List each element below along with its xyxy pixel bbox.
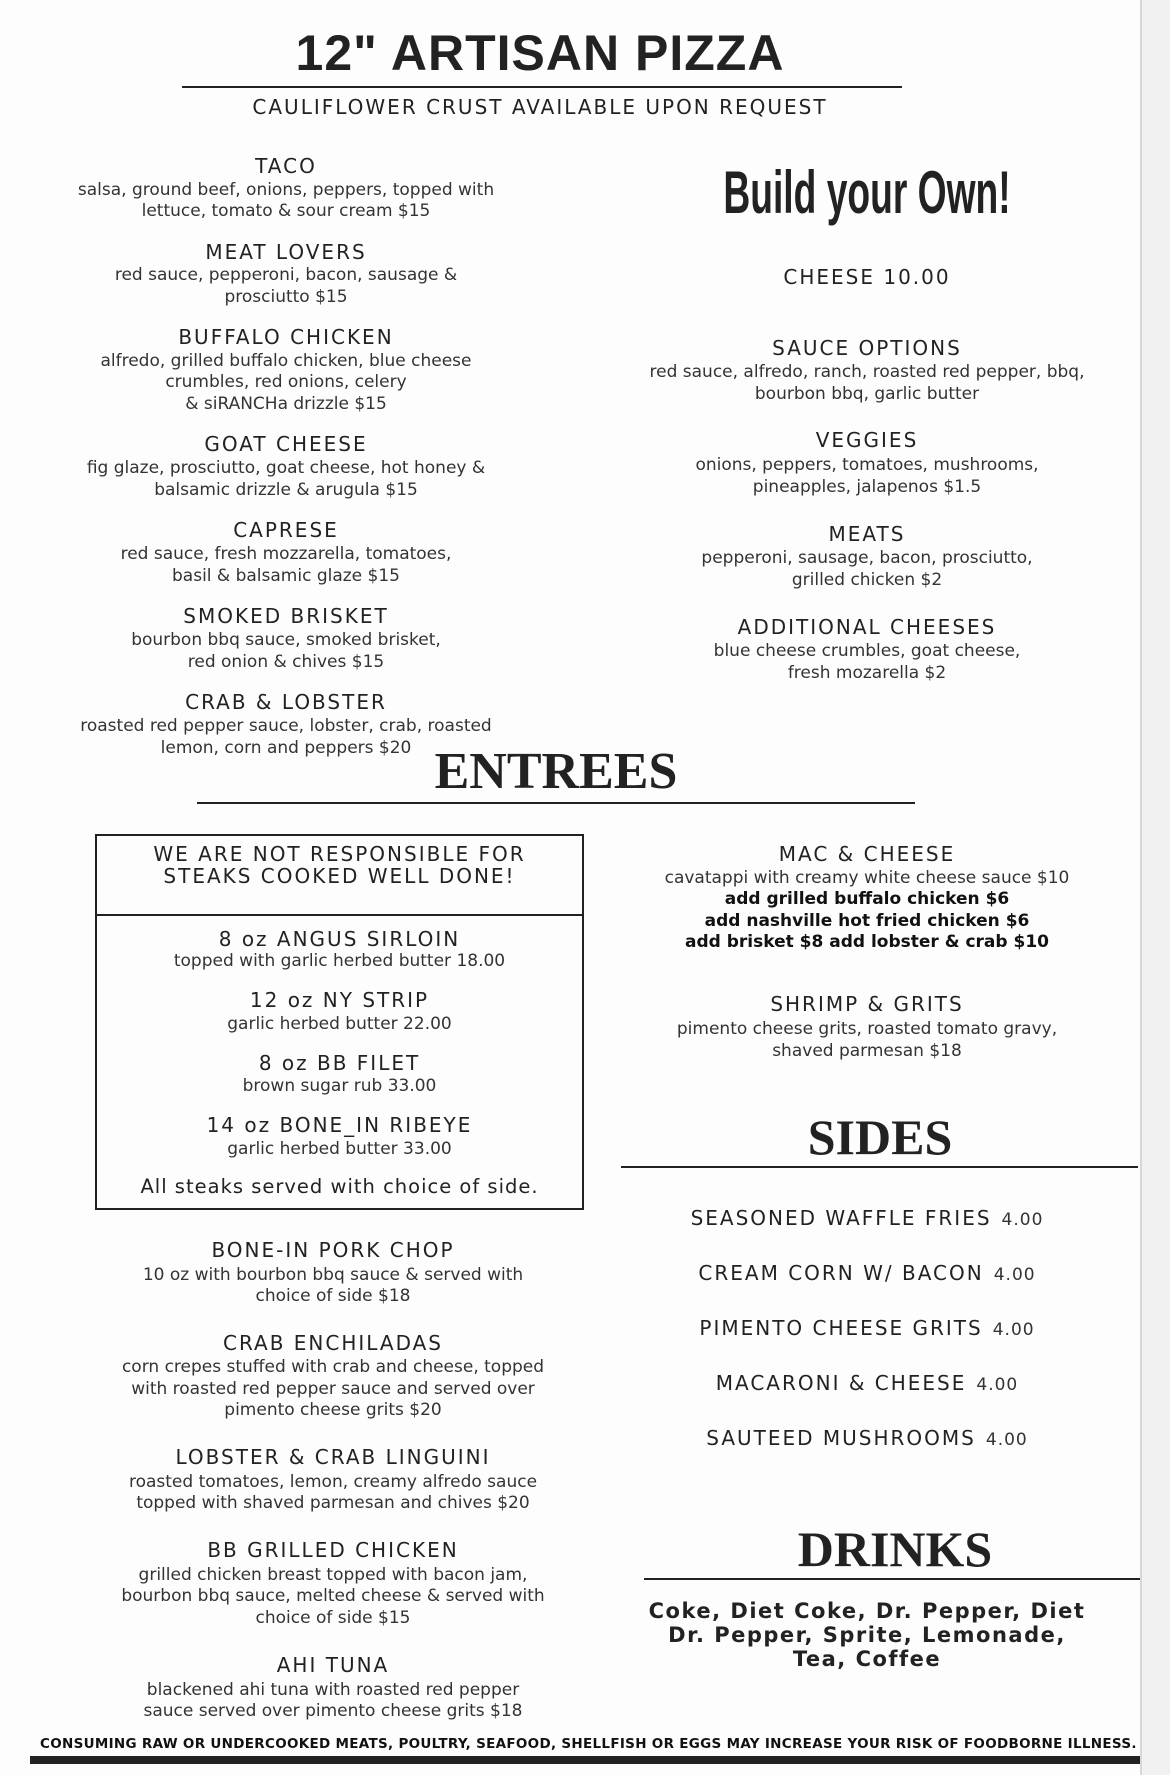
pizza-item-desc: alfredo, grilled buffalo chicken, blue cheese <box>100 351 472 371</box>
steak-item-name: 8 oz BB FILET <box>258 1051 421 1075</box>
entree-item-desc: corn crepes stuffed with crab and cheese, topped <box>121 1357 545 1377</box>
build-title: Build your Own! <box>723 159 1011 226</box>
pizza-item-desc: prosciutto $15 <box>224 287 348 307</box>
entree-item-name: SHRIMP & GRITS <box>770 992 964 1016</box>
drinks-rule <box>644 1578 1140 1580</box>
entree-item-desc: with roasted red pepper sauce and served over <box>131 1379 535 1399</box>
build-option-name: VEGGIES <box>815 428 919 452</box>
entree-addon: add grilled buffalo chicken $6 <box>724 889 1010 909</box>
build-option-desc: bourbon bbq, garlic butter <box>754 384 980 404</box>
side-item-price: 4.00 <box>985 1430 1028 1450</box>
build-option-name: ADDITIONAL CHEESES <box>737 615 997 639</box>
side-item-name: CREAM CORN W/ BACON <box>698 1261 984 1285</box>
footer-bar <box>30 1756 1140 1764</box>
side-item <box>620 1371 1114 1395</box>
side-item-price: 4.00 <box>993 1265 1036 1285</box>
pizza-item-desc: bourbon bbq sauce, smoked brisket, <box>131 630 441 650</box>
pizza-item-name: BUFFALO CHICKEN <box>178 325 394 349</box>
pizza-item-desc: crumbles, red onions, celery <box>165 372 407 392</box>
build-option-desc: fresh mozarella $2 <box>787 663 947 683</box>
drinks-list: Dr. Pepper, Sprite, Lemonade, <box>668 1623 1066 1647</box>
side-item <box>620 1316 1114 1340</box>
pizza-item-desc: fig glaze, prosciutto, goat cheese, hot honey & <box>86 458 486 478</box>
entree-item-desc: blackened ahi tuna with roasted red pepper <box>146 1680 520 1700</box>
entree-item-name: BB GRILLED CHICKEN <box>207 1538 459 1562</box>
steak-notice: WE ARE NOT RESPONSIBLE FOR <box>153 842 526 866</box>
pizza-item-name: GOAT CHEESE <box>204 432 368 456</box>
entrees-title: ENTREES <box>434 743 678 800</box>
steak-notice: STEAKS COOKED WELL DONE! <box>163 864 516 888</box>
pizza-title: 12" ARTISAN PIZZA <box>295 25 785 81</box>
pizza-item-name: CRAB & LOBSTER <box>185 690 387 714</box>
pizza-item-desc: red onion & chives $15 <box>187 652 385 672</box>
drinks-title: DRINKS <box>797 1521 993 1577</box>
entree-item-name: BONE-IN PORK CHOP <box>211 1238 455 1262</box>
entree-item-desc: bourbon bbq sauce, melted cheese & served with <box>121 1586 545 1606</box>
build-option-desc: grilled chicken $2 <box>791 570 943 590</box>
steak-item-name: 14 oz BONE_IN RIBEYE <box>206 1113 473 1137</box>
entree-addon: add nashville hot fried chicken $6 <box>704 911 1030 931</box>
steak-item-name: 8 oz ANGUS SIRLOIN <box>218 927 461 951</box>
side-item <box>620 1261 1114 1285</box>
build-option-desc: blue cheese crumbles, goat cheese, <box>713 641 1021 661</box>
pizza-item-desc: lemon, corn and peppers $20 <box>160 738 412 758</box>
cheese-price: CHEESE 10.00 <box>783 265 951 289</box>
build-option-name: MEATS <box>828 522 906 546</box>
side-item-price: 4.00 <box>1001 1210 1044 1230</box>
entree-item-desc: choice of side $15 <box>255 1608 411 1628</box>
side-item <box>620 1426 1114 1450</box>
pizza-item-name: TACO <box>255 154 317 178</box>
sides-title: SIDES <box>807 1109 953 1165</box>
pizza-item-desc: balsamic drizzle & arugula $15 <box>154 480 418 500</box>
pizza-item-name: SMOKED BRISKET <box>183 604 389 628</box>
build-option-desc: onions, peppers, tomatoes, mushrooms, <box>695 455 1039 475</box>
build-option-desc: pepperoni, sausage, bacon, prosciutto, <box>701 548 1033 568</box>
side-item-name: SAUTEED MUSHROOMS <box>706 1426 976 1450</box>
steak-item-desc: brown sugar rub 33.00 <box>242 1076 437 1096</box>
title-rule <box>182 86 902 88</box>
entree-item-name: CRAB ENCHILADAS <box>222 1331 444 1355</box>
pizza-item-desc: salsa, ground beef, onions, peppers, topped with <box>77 180 495 200</box>
entree-item-desc: topped with shaved parmesan and chives $20 <box>136 1493 530 1513</box>
side-item <box>620 1206 1114 1230</box>
foodborne-warning: CONSUMING RAW OR UNDERCOOKED MEATS, POULTRY, SEAFOOD, SHELLFISH OR EGGS MAY INCREASE YOUR RISK OF FOODBORNE ILLNESS. <box>40 1736 1137 1752</box>
steak-item-name: 12 oz NY STRIP <box>249 988 430 1012</box>
pizza-item-desc: red sauce, pepperoni, bacon, sausage & <box>114 265 458 285</box>
steak-side-note: All steaks served with choice of side. <box>140 1175 539 1198</box>
drinks-list: Coke, Diet Coke, Dr. Pepper, Diet <box>648 1599 1086 1623</box>
entree-item-desc: choice of side $18 <box>255 1286 411 1306</box>
side-item-name: PIMENTO CHEESE GRITS <box>699 1316 983 1340</box>
pizza-item-desc: basil & balsamic glaze $15 <box>172 566 400 586</box>
entree-item-desc: grilled chicken breast topped with bacon jam, <box>138 1565 528 1585</box>
pizza-item-desc: roasted red pepper sauce, lobster, crab, roasted <box>80 716 492 736</box>
entree-item-name: MAC & CHEESE <box>778 842 956 866</box>
pizza-item-desc: & siRANCHa drizzle $15 <box>185 394 387 414</box>
entree-item-desc: roasted tomatoes, lemon, creamy alfredo sauce <box>128 1472 538 1492</box>
entree-item-desc: shaved parmesan $18 <box>772 1041 962 1061</box>
pizza-item-name: MEAT LOVERS <box>205 240 367 264</box>
entree-addon: add brisket $8 add lobster & crab $10 <box>685 932 1049 952</box>
entree-item-desc: 10 oz with bourbon bbq sauce & served with <box>142 1265 524 1285</box>
steak-item-desc: garlic herbed butter 33.00 <box>227 1139 452 1159</box>
side-item-price: 4.00 <box>976 1375 1019 1395</box>
entrees-rule <box>197 802 915 804</box>
pizza-item-desc: lettuce, tomato & sour cream $15 <box>141 201 431 221</box>
entree-item-name: AHI TUNA <box>276 1653 390 1677</box>
drinks-list: Tea, Coffee <box>792 1647 942 1671</box>
build-option-name: SAUCE OPTIONS <box>772 336 962 360</box>
steak-item-desc: garlic herbed butter 22.00 <box>227 1014 452 1034</box>
side-item-price: 4.00 <box>992 1320 1035 1340</box>
entree-item-desc: pimento cheese grits, roasted tomato gravy, <box>676 1019 1058 1039</box>
entree-item-desc: pimento cheese grits $20 <box>224 1400 442 1420</box>
entree-item-desc: sauce served over pimento cheese grits $18 <box>143 1701 523 1721</box>
side-item-name: MACARONI & CHEESE <box>715 1371 967 1395</box>
pizza-subtitle: CAULIFLOWER CRUST AVAILABLE UPON REQUEST <box>252 95 828 119</box>
entree-item-name: LOBSTER & CRAB LINGUINI <box>175 1445 491 1469</box>
sides-rule <box>621 1166 1138 1168</box>
steak-item-desc: topped with garlic herbed butter 18.00 <box>173 951 506 971</box>
entree-item-desc: cavatappi with creamy white cheese sauce $10 <box>664 868 1070 888</box>
build-option-desc: red sauce, alfredo, ranch, roasted red pepper, bbq, <box>649 362 1085 382</box>
side-item-name: SEASONED WAFFLE FRIES <box>690 1206 992 1230</box>
pizza-item-desc: red sauce, fresh mozzarella, tomatoes, <box>120 544 452 564</box>
build-option-desc: pineapples, jalapenos $1.5 <box>752 477 982 497</box>
pizza-item-name: CAPRESE <box>233 518 339 542</box>
